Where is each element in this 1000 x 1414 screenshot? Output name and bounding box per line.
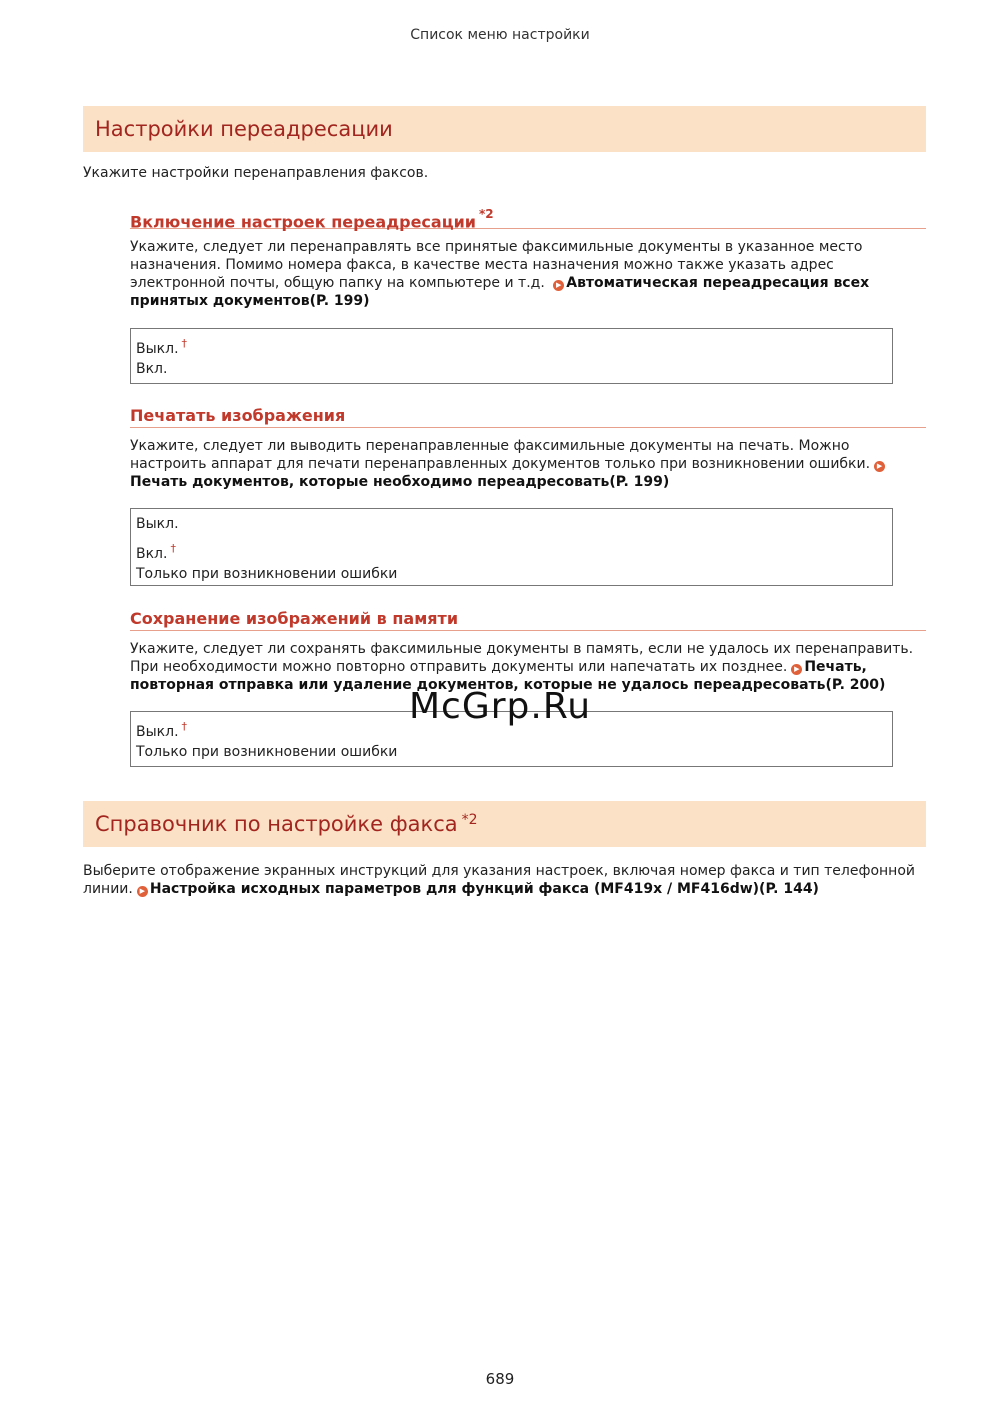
options-box-print-images bbox=[130, 508, 893, 586]
description-line: При необходимости можно повторно отправить документы или напечатать их позднее. ▶ Печать, bbox=[130, 659, 867, 675]
watermark: McGrp.Ru bbox=[408, 686, 592, 727]
link-print-forward-docs[interactable]: Печать документов, которые необходимо переадресовать(P. 199) bbox=[130, 474, 670, 490]
subheading-enable-forwarding bbox=[130, 207, 926, 232]
section-title-text: Справочник по настройке факса bbox=[95, 812, 458, 836]
options-box-enable-forwarding bbox=[130, 328, 893, 384]
footnote-mark: *2 bbox=[478, 207, 494, 221]
subheading-text: Сохранение изображений в памяти bbox=[130, 609, 459, 628]
option-on: Вкл. † bbox=[136, 542, 176, 562]
option-off: Выкл. † bbox=[136, 337, 188, 357]
description-line: Укажите, следует ли сохранять факсимильные документы в память, если не удалось их перенаправить. bbox=[130, 641, 914, 657]
description-line: Укажите, следует ли перенаправлять все принятые факсимильные документы в указанное место bbox=[130, 239, 863, 255]
intro-line: линии. ▶ Настройка исходных параметров для функций факса (MF419x / MF416dw)(P. 144) bbox=[83, 881, 819, 897]
subheading-print-images bbox=[130, 406, 926, 428]
section-title-forwarding bbox=[83, 106, 926, 152]
footnote-mark: *2 bbox=[461, 812, 478, 828]
page-number: 689 bbox=[485, 1370, 515, 1388]
section-intro: Укажите настройки перенаправления факсов. bbox=[83, 165, 429, 181]
link-fax-initial-setup[interactable]: Настройка исходных параметров для функций факса (MF419x / MF416dw)(P. 144) bbox=[149, 881, 819, 897]
default-mark: † bbox=[181, 720, 188, 733]
page-header: Список меню настройки bbox=[410, 27, 590, 43]
subheading-text: Печатать изображения bbox=[130, 406, 346, 425]
section-intro-fax-guide bbox=[83, 862, 926, 898]
subheading-store-images bbox=[130, 609, 926, 631]
section-title-fax-guide bbox=[83, 801, 926, 847]
option-off: Выкл. bbox=[136, 516, 179, 532]
option-only-on-error: Только при возникновении ошибки bbox=[136, 744, 398, 760]
intro-line: Выберите отображение экранных инструкций для указания настроек, включая номер факса и тип телефонной bbox=[83, 863, 915, 879]
description-line: Укажите, следует ли выводить перенаправленные факсимильные документы на печать. Можно bbox=[130, 438, 850, 454]
link-arrow-icon: ▶ bbox=[137, 886, 148, 897]
link-arrow-icon: ▶ bbox=[791, 664, 802, 675]
link-auto-forward[interactable]: Автоматическая переадресация всех bbox=[566, 275, 870, 291]
default-mark: † bbox=[170, 542, 176, 555]
description-line: назначения. Помимо номера факса, в качестве места назначения можно также указать адрес bbox=[130, 257, 834, 273]
link-print-resend-delete-cont[interactable]: повторная отправка или удаление документов, которые не удалось переадресовать(P. 200) bbox=[130, 677, 886, 693]
option-on: Вкл. bbox=[136, 361, 168, 377]
link-print-resend-delete[interactable]: Печать, bbox=[804, 659, 867, 675]
description-enable-forwarding bbox=[130, 238, 926, 310]
option-off: Выкл. † bbox=[136, 720, 188, 740]
section-title-text: Настройки переадресации bbox=[95, 117, 393, 141]
description-line: настроить аппарат для печати перенаправленных документов только при возникновении ошибки. ▶ bbox=[130, 455, 926, 473]
subheading-text: Включение настроек переадресации bbox=[130, 212, 476, 232]
option-only-on-error: Только при возникновении ошибки bbox=[136, 566, 398, 582]
default-mark: † bbox=[181, 337, 188, 350]
description-print-images bbox=[130, 437, 926, 491]
link-auto-forward-cont[interactable]: принятых документов(P. 199) bbox=[130, 293, 370, 309]
link-arrow-icon: ▶ bbox=[874, 461, 885, 472]
description-line: электронной почты, общую папку на компьютере и т.д. ▶ Автоматическая переадресация всех bbox=[130, 275, 870, 291]
link-arrow-icon: ▶ bbox=[553, 280, 564, 291]
